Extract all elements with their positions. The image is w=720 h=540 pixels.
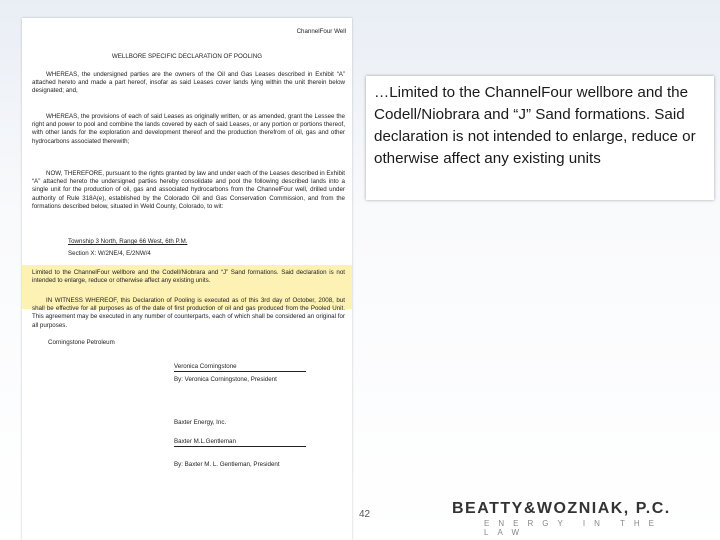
logo-main-text: BEATTY&WOZNIAK, P.C. <box>452 500 671 517</box>
signature-1 <box>174 363 306 372</box>
firm-logo <box>452 500 692 537</box>
company-2: Baxter Energy, Inc. <box>174 419 227 426</box>
highlight-text: Limited to the ChannelFour wellbore and the Codell/Niobrara and “J” Sand formations. Said declaration is not intended to enlarge, reduce or otherwise affect any existing units. <box>32 269 345 285</box>
callout-box: …Limited to the ChannelFour wellbore and the Codell/Niobrara and “J” Sand formations. Said declaration is not intended to enlarge, reduce or otherwise affect any existing units <box>366 76 714 200</box>
signer-1: By: Veronica Corningstone, President <box>174 376 277 383</box>
now-therefore-para: NOW, THEREFORE, pursuant to the rights granted by law and under each of the Leases described in Exhibit “A” attached hereto the undersigned parties hereby consolidate and pool the following described lands into a single unit for the production of oil, gas and associated hydrocarbons from the ChannelFour well, drilled under authority of Rule 318A(e), established by the Colorado Oil and Gas Conservation Commission, and from the formations described below, situated in Weld County, Colorado, to wit: <box>32 170 345 210</box>
logo-tagline: ENERGY IN THE LAW <box>484 519 663 537</box>
whereas-para-1: WHEREAS, the undersigned parties are the owners of the Oil and Gas Leases described in Exhibit “A” attached hereto and made a part hereof, insofar as said Leases cover lands lying within the unit therein below designated; and, <box>32 71 345 95</box>
signature-1-name: Veronica Corningstone <box>174 363 306 372</box>
in-witness-para: IN WITNESS WHEREOF, this Declaration of Pooling is executed as of this 3rd day of October, 2008, but shall be effective for all purposes as of the date of first production of oil and gas produced from the Pooled Unit. This agreement may be executed in any number of counterparts, each of which shall be considered an original for all purposes. <box>32 297 345 329</box>
document-page <box>22 18 352 540</box>
doc-header: ChannelFour Well <box>296 28 346 35</box>
whereas-para-2: WHEREAS, the provisions of each of said Leases as originally written, or as amended, grant the Lessee the right and power to pool and combine the lands covered by each of said Leases, or any portion or portions thereof, with other lands for the exploration and development thereof and the production therefrom of oil, gas and other hydrocarbons associated therewith; <box>32 113 345 145</box>
township-line: Township 3 North, Range 66 West, 6th P.M. <box>68 238 188 245</box>
signer-2: By: Baxter M. L. Gentleman, President <box>174 461 280 468</box>
signature-2-name: Baxter M.L.Gentleman <box>174 438 306 447</box>
doc-title: WELLBORE SPECIFIC DECLARATION OF POOLING <box>111 53 263 60</box>
company-1: Corningstone Petroleum <box>48 339 115 346</box>
page-number: 42 <box>359 509 371 520</box>
section-line: Section X: W/2NE/4, E/2NW/4 <box>68 250 151 257</box>
signature-2 <box>174 438 306 447</box>
